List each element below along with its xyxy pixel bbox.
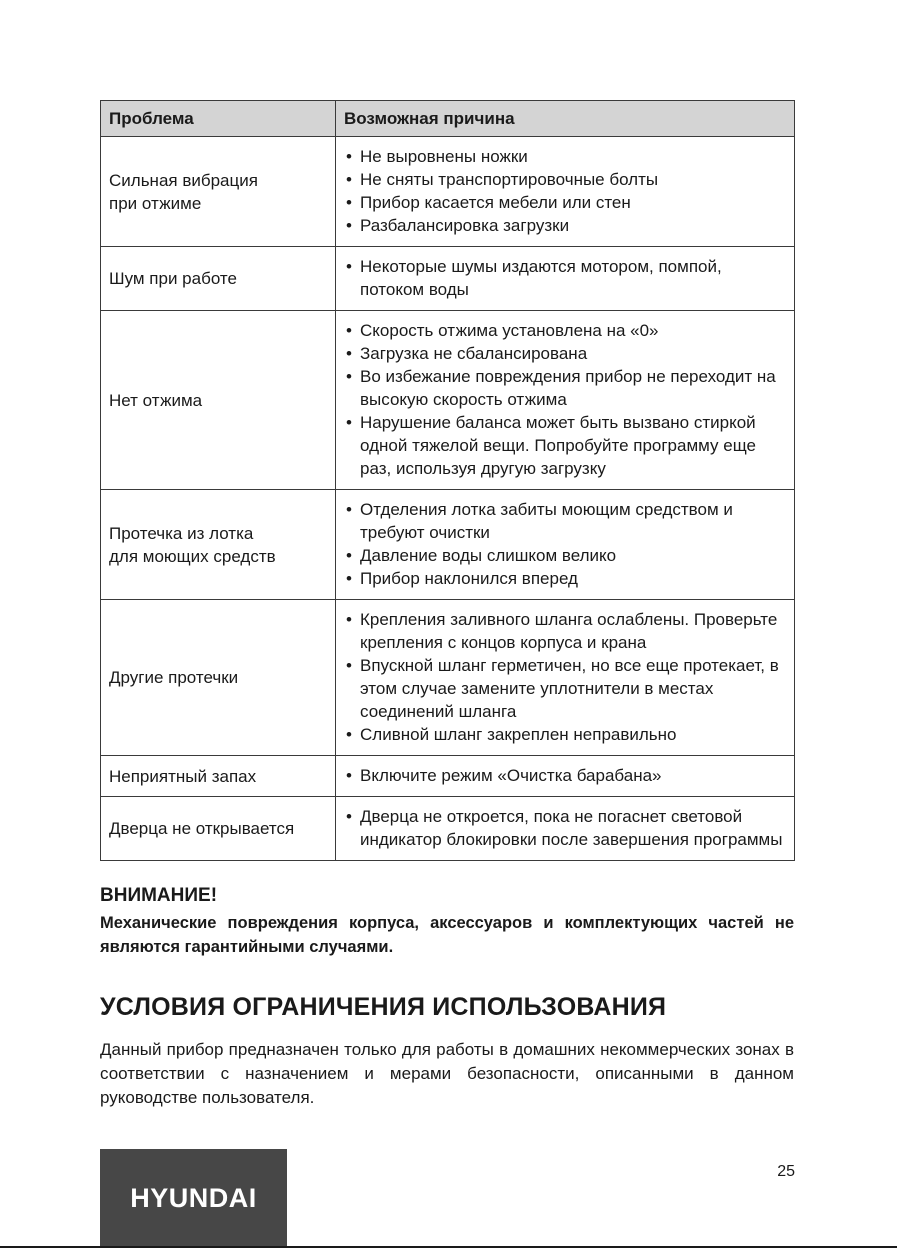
cause-item: • Крепления заливного шланга ослаблены. Проверьте крепления с концов корпуса и крана <box>344 608 786 654</box>
table-header-row <box>101 101 795 137</box>
causes-cell <box>336 247 795 311</box>
warning-text: Механические повреждения корпуса, аксессуаров и комплектующих частей не являются гарантийными случаями. <box>100 914 794 956</box>
table-row <box>101 311 795 490</box>
cause-item: • Прибор наклонился вперед <box>344 567 786 590</box>
table-row <box>101 600 795 756</box>
cause-item: • Включите режим «Очистка барабана» <box>344 764 786 787</box>
cause-item: • Во избежание повреждения прибор не переходит на высокую скорость отжима <box>344 365 786 411</box>
problem-cell: Неприятный запах <box>101 756 336 797</box>
causes-list <box>344 805 786 851</box>
problem-cell: Шум при работе <box>101 247 336 311</box>
causes-list <box>344 498 786 590</box>
warning-title: ВНИМАНИЕ! <box>100 885 218 906</box>
warning-block <box>100 884 794 959</box>
section-text: Данный прибор предназначен только для работы в домашних некоммерческих зонах в соответствии с назначением и мерами безопасности, описанными в данном руководстве пользователя. <box>100 1040 794 1107</box>
cause-item: • Дверца не откроется, пока не погаснет световой индикатор блокировки после завершения программы <box>344 805 786 851</box>
problem-cell: Другие протечки <box>101 600 336 756</box>
table-body <box>101 137 795 861</box>
column-header-cause: Возможная причина <box>336 101 795 137</box>
cause-item: • Впускной шланг герметичен, но все еще протекает, в этом случае замените уплотнители в местах соединений шланга <box>344 654 786 723</box>
problem-cell: Протечка из лотка для моющих средств <box>101 490 336 600</box>
brand-logo-text: HYUNDAI <box>130 1183 257 1213</box>
cause-item: • Загрузка не сбалансирована <box>344 342 786 365</box>
causes-cell <box>336 490 795 600</box>
causes-list <box>344 145 786 237</box>
cause-item: • Отделения лотка забиты моющим средством и требуют очистки <box>344 498 786 544</box>
brand-logo <box>100 1149 287 1248</box>
table-row <box>101 247 795 311</box>
problem-cell: Дверца не открывается <box>101 797 336 861</box>
table-row <box>101 797 795 861</box>
page-number: 25 <box>777 1163 795 1180</box>
cause-item: • Прибор касается мебели или стен <box>344 191 786 214</box>
cause-item: • Разбалансировка загрузки <box>344 214 786 237</box>
section-title: УСЛОВИЯ ОГРАНИЧЕНИЯ ИСПОЛЬЗОВАНИЯ <box>100 993 667 1021</box>
cause-item: • Не сняты транспортировочные болты <box>344 168 786 191</box>
causes-list <box>344 608 786 746</box>
causes-list <box>344 319 786 480</box>
table-row <box>101 490 795 600</box>
troubleshooting-table <box>100 100 795 861</box>
cause-item: • Давление воды слишком велико <box>344 544 786 567</box>
usage-restrictions-section <box>100 992 794 1110</box>
causes-cell <box>336 311 795 490</box>
causes-list <box>344 764 786 787</box>
table-row <box>101 756 795 797</box>
column-header-problem: Проблема <box>101 101 336 137</box>
causes-cell <box>336 600 795 756</box>
causes-cell <box>336 797 795 861</box>
table-row <box>101 137 795 247</box>
cause-item: • Сливной шланг закреплен неправильно <box>344 723 786 746</box>
cause-item: • Нарушение баланса может быть вызвано стиркой одной тяжелой вещи. Попробуйте программу еще раз, используя другую загрузку <box>344 411 786 480</box>
cause-item: • Некоторые шумы издаются мотором, помпой, потоком воды <box>344 255 786 301</box>
causes-cell <box>336 756 795 797</box>
causes-list <box>344 255 786 301</box>
problem-cell: Нет отжима <box>101 311 336 490</box>
cause-item: • Скорость отжима установлена на «0» <box>344 319 786 342</box>
cause-item: • Не выровнены ножки <box>344 145 786 168</box>
problem-cell: Сильная вибрация при отжиме <box>101 137 336 247</box>
causes-cell <box>336 137 795 247</box>
